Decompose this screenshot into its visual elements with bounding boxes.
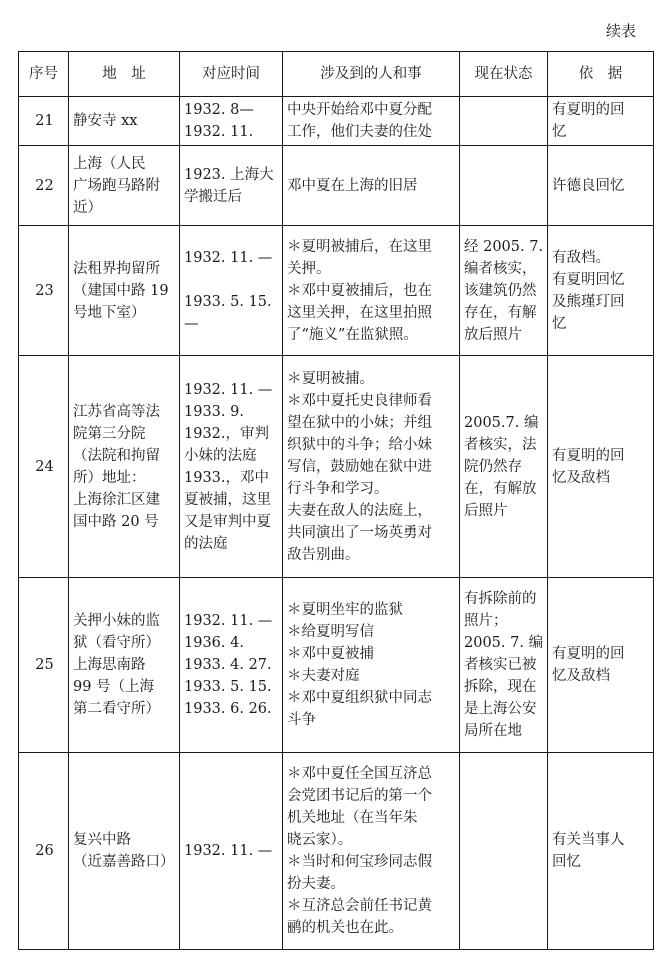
cell-time-line: 1933.，邓中 (184, 469, 270, 486)
cell-status-line: 编者核实， (464, 260, 537, 277)
cell-events (283, 356, 460, 578)
cell-events-line: 敌告别曲。 (287, 546, 360, 563)
cell-address-line: （建国中路 19 (73, 282, 169, 299)
cell-status (460, 356, 548, 578)
cell-events-line: 会党团书记后的第一个 (287, 788, 432, 804)
cell-events-line: 关押。 (287, 260, 331, 277)
cell-basis-line: 有夏明的回 (552, 447, 625, 464)
table-row (19, 146, 654, 226)
cell-events-line: ＊邓中夏组织狱中同志 (287, 690, 432, 706)
cell-status-line: 照片； (464, 613, 508, 629)
cell-address-line: 复兴中路 (73, 832, 131, 848)
cell-address-line: 上海徐汇区建 (73, 491, 160, 508)
cell-events-line: ＊夏明被捕。 (287, 370, 374, 387)
cell-events-line: ＊邓中夏任全国互济总 (287, 766, 432, 782)
cell-time-line: 1932. 11. — (184, 613, 273, 629)
cell-time-line: 夏被捕，这里 (184, 491, 271, 508)
cell-events (283, 226, 460, 356)
cell-index: 21 (19, 97, 69, 146)
cell-address-line: 号地下室） (73, 304, 146, 321)
cell-address (69, 97, 180, 146)
cell-time-line: 的法庭 (184, 535, 228, 552)
cell-basis-line: 及熊瑾玎回 (552, 293, 625, 310)
cell-address (69, 356, 180, 578)
cell-time-line: 1933. 9. (184, 403, 244, 420)
cell-time-line: 1932. 11. — (184, 381, 273, 398)
locations-table (18, 51, 654, 950)
cell-address-line: 江苏省高等法 (73, 403, 160, 420)
cell-basis-line: 回忆 (552, 854, 581, 870)
cell-time-line: 1933. 5. 15. — (184, 293, 272, 332)
cell-status-line: 是上海公安 (464, 701, 537, 717)
cell-basis-line: 有夏明回忆 (552, 271, 625, 288)
cell-events-line: 织狱中的斗争；给小妹 (287, 436, 432, 453)
cell-events-line: ＊给夏明写信 (287, 624, 374, 640)
cell-events (283, 146, 460, 226)
cell-address (69, 146, 180, 226)
cell-status (460, 97, 548, 146)
cell-status-line: 2005. 7. 编 (464, 635, 544, 651)
cell-status-line: 该建筑仍然 (464, 282, 537, 299)
cell-events-line: 晓云家）。 (287, 832, 353, 848)
cell-basis-line: 有夏明的回 (552, 646, 625, 662)
cell-events-line: 机关地址（在当年朱 (287, 810, 418, 826)
cell-time-line: 1936. 4. (184, 635, 244, 651)
cell-status-line: 存在，有解 (464, 304, 537, 321)
cell-status-line: 后照片 (464, 502, 508, 519)
cell-events-line: ＊邓中夏托史良律师看 (287, 392, 432, 409)
cell-index: 26 (19, 753, 69, 950)
cell-time (180, 356, 283, 578)
table-row (19, 578, 654, 753)
cell-basis-line: 有敌档。 (552, 249, 610, 266)
cell-time-line: 1932. 8— (184, 102, 254, 118)
cell-time-line: 小妹的法庭 (184, 447, 257, 464)
cell-events-line: 夫妻在敌人的法庭上， (287, 502, 432, 519)
cell-address-line: 法租界拘留所 (73, 260, 160, 277)
cell-basis-line: 有夏明的回 (552, 102, 625, 118)
cell-address-line: 静安寺 xx (73, 113, 138, 129)
cell-events-line: 了“施义”在监狱照。 (287, 326, 418, 343)
cell-basis-line: 忆 (552, 315, 567, 332)
cell-address (69, 753, 180, 950)
cell-address-line: 关押小妹的监 (73, 613, 160, 629)
cell-events-line: 斗争 (287, 712, 316, 728)
cell-events-line: 邓中夏在上海的旧居 (287, 177, 418, 194)
cell-time-line: 学搬迁后 (184, 188, 242, 205)
cell-status (460, 146, 548, 226)
cell-address-line: （近嘉善路口） (73, 854, 175, 870)
cell-events-line: 望在狱中的小妹；并组 (287, 414, 432, 431)
cell-index: 24 (19, 356, 69, 578)
cell-events (283, 753, 460, 950)
cell-time-line: 1933. 4. 27. (184, 657, 272, 673)
cell-time-line: 1932.，审判 (184, 425, 270, 442)
cell-basis (548, 97, 654, 146)
cell-events-line: ＊夫妻对庭 (287, 668, 360, 684)
continued-table-caption: 续表 (605, 22, 636, 40)
cell-basis-line: 忆 (552, 124, 567, 140)
cell-basis (548, 226, 654, 356)
cell-time-line: 1933. 6. 26. (184, 701, 272, 717)
cell-status-line: 2005.7. 编 (464, 414, 539, 431)
cell-basis (548, 753, 654, 950)
table-row (19, 356, 654, 578)
table-row (19, 97, 654, 146)
cell-index: 22 (19, 146, 69, 226)
cell-address-line: （法院和拘留 (73, 447, 160, 464)
cell-address-line: 上海（人民 (73, 155, 146, 172)
cell-index: 23 (19, 226, 69, 356)
header-status: 现在状态 (460, 52, 548, 97)
cell-status-line: 院仍然存 (464, 458, 522, 475)
header-time: 对应时间 (180, 52, 283, 97)
cell-events-line: ＊互济总会前任书记黄 (287, 898, 432, 914)
cell-events-line: ＊邓中夏被捕 (287, 646, 374, 662)
cell-address-line: 狱（看守所） (73, 635, 160, 651)
cell-status-line: 者核实，法 (464, 436, 537, 453)
cell-status-line: 拆除，现在 (464, 679, 537, 695)
cell-address (69, 226, 180, 356)
cell-address-line: 广场跑马路附 (73, 177, 160, 194)
cell-status (460, 226, 548, 356)
cell-status (460, 753, 548, 950)
cell-events (283, 97, 460, 146)
cell-status-line: 局所在地 (464, 723, 522, 739)
cell-address-line: 近） (73, 199, 102, 216)
cell-time (180, 578, 283, 753)
cell-events-line: 行斗争和学习。 (287, 480, 389, 497)
cell-address-line: 第二看守所） (73, 701, 160, 717)
cell-time (180, 226, 283, 356)
cell-time-line: 1932. 11. (184, 124, 254, 140)
cell-events (283, 578, 460, 753)
cell-time (180, 97, 283, 146)
cell-events-line: ＊邓中夏被捕后，也在 (287, 282, 432, 299)
cell-address-line: 国中路 20 号 (73, 513, 159, 530)
cell-time-line: 又是审判中夏 (184, 513, 271, 530)
cell-address-line: 院第三分院 (73, 425, 146, 442)
cell-events-line: 鹂的机关也在此。 (287, 920, 403, 936)
cell-events-line: 扮夫妻。 (287, 876, 345, 892)
cell-events-line: 中央开始给邓中夏分配 (287, 102, 432, 118)
cell-status (460, 578, 548, 753)
cell-basis (548, 146, 654, 226)
cell-basis-line: 忆及敌档 (552, 668, 610, 684)
cell-address-line: 所）地址： (73, 469, 146, 486)
cell-status-line: 者核实已被 (464, 657, 537, 673)
cell-time (180, 146, 283, 226)
cell-basis (548, 578, 654, 753)
cell-events-line: ＊夏明被捕后，在这里 (287, 238, 432, 255)
cell-address-line: 99 号（上海 (73, 679, 155, 695)
table-row (19, 226, 654, 356)
cell-basis-line: 许德良回忆 (552, 177, 625, 194)
table-header-row (19, 52, 654, 97)
cell-time-line: 1932. 11. — (184, 843, 273, 859)
cell-time-line: 1932. 11. — (184, 249, 273, 266)
header-address: 地 址 (69, 52, 180, 97)
cell-events-line: 工作，他们夫妻的住处 (287, 124, 432, 140)
cell-time-line (184, 269, 280, 291)
cell-status-line: 经 2005. 7. (464, 238, 544, 255)
cell-index: 25 (19, 578, 69, 753)
cell-status-line: 放后照片 (464, 326, 522, 343)
cell-time-line: 1923. 上海大 (184, 166, 274, 183)
cell-events-line: 这里关押，在这里拍照 (287, 304, 432, 321)
cell-events-line: 共同演出了一场英勇对 (287, 524, 432, 541)
cell-basis (548, 356, 654, 578)
cell-basis-line: 有关当事人 (552, 832, 625, 848)
header-basis: 依 据 (548, 52, 654, 97)
table-row (19, 753, 654, 950)
header-events: 涉及到的人和事 (283, 52, 460, 97)
cell-events-line: 写信，鼓励她在狱中进 (287, 458, 432, 475)
cell-basis-line: 忆及敌档 (552, 469, 610, 486)
cell-address-line: 上海思南路 (73, 657, 146, 673)
header-index: 序号 (19, 52, 69, 97)
cell-events-line: ＊夏明坐牢的监狱 (287, 602, 403, 618)
cell-time (180, 753, 283, 950)
cell-time-line: 1933. 5. 15. (184, 679, 272, 695)
cell-status-line: 在，有解放 (464, 480, 537, 497)
cell-status-line: 有拆除前的 (464, 591, 537, 607)
cell-address (69, 578, 180, 753)
cell-events-line: ＊当时和何宝珍同志假 (287, 854, 432, 870)
